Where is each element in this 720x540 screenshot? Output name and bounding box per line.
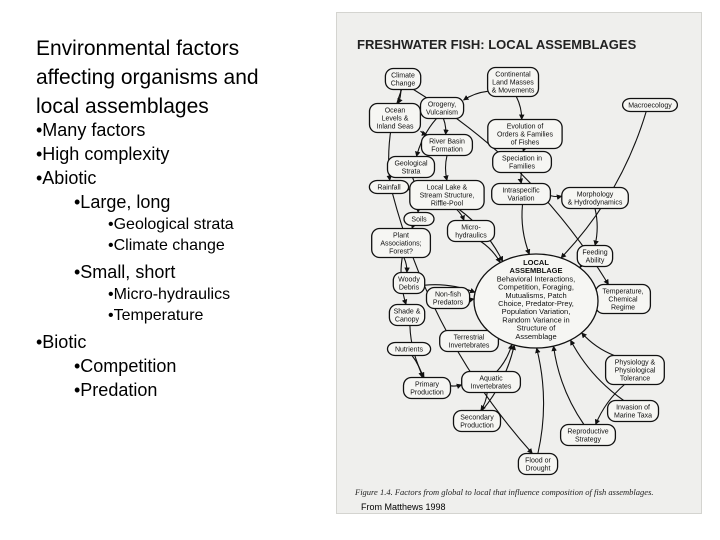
- node-plant: [372, 229, 431, 258]
- node-label-line: Orogeny,: [427, 101, 457, 109]
- central-label-line: Assemblage: [515, 331, 557, 341]
- bullet-item: •Many factors: [36, 120, 146, 140]
- bullet-list: [36, 118, 336, 402]
- node-label-line: Primary: [414, 381, 440, 389]
- node-secondary: [454, 411, 501, 432]
- node-label-line: hydraulics: [455, 232, 487, 240]
- node-label-line: Rainfall: [377, 184, 401, 192]
- edge-arrow: [561, 112, 646, 259]
- node-physio: [606, 356, 665, 385]
- node-feeding: [577, 246, 612, 267]
- node-label-line: Shade &: [393, 308, 421, 316]
- node-shade: [389, 305, 424, 326]
- node-woody: [393, 273, 424, 294]
- node-label-line: Canopy: [394, 316, 420, 324]
- node-label-line: & Movements: [491, 87, 535, 95]
- node-micro: [448, 221, 495, 242]
- central-label-line: Population Variation,: [501, 307, 571, 317]
- node-label-line: Physiology &: [614, 359, 656, 367]
- node-label-line: Temperature,: [602, 288, 644, 296]
- node-label-line: Reproductive: [567, 428, 609, 436]
- node-label-line: Aquatic: [479, 375, 503, 383]
- node-lake: [410, 181, 484, 210]
- node-label-line: Levels &: [381, 115, 409, 123]
- node-label-line: Macroecology: [628, 102, 672, 110]
- node-label-line: of Fishes: [510, 139, 540, 147]
- central-label-line: Competition, Foraging,: [498, 282, 574, 292]
- bullet-item: •Small, short: [74, 262, 176, 282]
- node-orogeny: [421, 98, 464, 119]
- node-label-line: Inland Seas: [376, 123, 414, 131]
- central-label-line: Structure of: [516, 323, 556, 333]
- slide-title-line: local assemblages: [36, 95, 209, 118]
- node-label-line: Continental: [495, 71, 531, 79]
- node-label-line: Families: [508, 163, 536, 171]
- node-aquatic: [462, 372, 521, 393]
- bullet-item: •Temperature: [108, 307, 204, 324]
- bullet-item: •Geological strata: [108, 216, 234, 233]
- node-label-line: Invertebrates: [470, 383, 512, 391]
- node-label-line: Chemical: [608, 296, 638, 304]
- bullet-item: •Large, long: [74, 192, 171, 212]
- node-local-assemblage: [474, 254, 598, 348]
- node-label-line: Local Lake &: [426, 184, 468, 192]
- node-label-line: Secondary: [460, 414, 494, 422]
- bullet-item: •Predation: [74, 380, 158, 400]
- node-label-line: Invasion of: [616, 404, 650, 412]
- central-label-line: Mutualisms, Patch: [505, 290, 567, 300]
- node-label-line: Ability: [585, 257, 605, 265]
- bullet-item: •Competition: [74, 356, 177, 376]
- central-label-line: Random Variance in: [502, 315, 570, 325]
- bullet-item: •Abiotic: [36, 168, 97, 188]
- bullet-item: •Biotic: [36, 332, 87, 352]
- node-label-line: Formation: [431, 146, 463, 154]
- node-nonfish: [427, 288, 470, 309]
- node-label-line: Nutrients: [394, 346, 424, 354]
- node-label-line: River Basin: [429, 138, 465, 146]
- node-flood: [518, 454, 557, 475]
- slide-title-line: affecting organisms and: [36, 66, 259, 89]
- node-label-line: Regime: [610, 304, 636, 312]
- figure-title: FRESHWATER FISH: LOCAL ASSEMBLAGES: [357, 37, 637, 52]
- slide-title-line: Environmental factors: [36, 37, 240, 60]
- edge-arrow: [521, 173, 522, 184]
- node-label-line: Associations;: [380, 240, 422, 248]
- bullet-item: •Climate change: [108, 237, 225, 254]
- node-label-line: Production: [460, 422, 494, 430]
- node-label-line: Tolerance: [619, 375, 651, 383]
- node-invasion: [608, 401, 659, 422]
- central-label-line: Choice, Predator-Prey,: [498, 299, 574, 308]
- node-soils: [404, 213, 434, 226]
- edge-arrow: [550, 196, 562, 197]
- node-repro: [561, 425, 616, 446]
- node-label-line: Ocean: [384, 107, 406, 115]
- node-label-line: Forest?: [389, 248, 413, 256]
- node-terr: [440, 331, 499, 352]
- bullet-item: •High complexity: [36, 144, 170, 164]
- slide-title: [36, 34, 326, 121]
- node-intra: [492, 184, 551, 205]
- node-label-line: Speciation in: [501, 155, 543, 163]
- edge-arrow: [446, 156, 448, 181]
- node-label-line: Change: [390, 80, 416, 88]
- node-label-line: Orders & Families: [496, 131, 554, 139]
- node-label-line: Evolution of: [506, 123, 544, 131]
- edge-arrow: [443, 119, 445, 135]
- node-label-line: Plant: [393, 232, 409, 240]
- node-label-line: Morphology: [576, 191, 614, 199]
- node-label-line: & Hydrodynamics: [567, 199, 623, 207]
- node-label-line: Micro-: [461, 224, 481, 232]
- node-label-line: Woody: [398, 276, 420, 284]
- node-label-line: Strata: [401, 168, 421, 176]
- node-primary: [404, 378, 451, 399]
- node-label-line: Stream Structure,: [419, 192, 475, 200]
- node-label-line: Climate: [391, 72, 415, 80]
- node-label-line: Variation: [507, 195, 535, 203]
- node-label-line: Feeding: [582, 249, 608, 257]
- edge-arrow: [457, 210, 464, 221]
- node-label-line: Debris: [398, 284, 420, 292]
- edge-arrow: [497, 344, 512, 371]
- node-label-line: Vulcanism: [425, 109, 459, 117]
- node-speciation: [493, 152, 552, 173]
- edge-arrow: [522, 205, 529, 255]
- edge-arrow: [537, 348, 544, 454]
- node-label-line: Geological: [394, 160, 428, 168]
- node-climate: [385, 69, 420, 90]
- node-label-line: Drought: [525, 465, 551, 473]
- node-label-line: Physiological: [614, 367, 656, 375]
- central-label-line: Behavioral Interactions,: [496, 274, 576, 284]
- node-label-line: Intraspecific: [502, 187, 540, 195]
- node-macro: [623, 99, 678, 112]
- edge-arrow: [516, 97, 521, 120]
- central-label-line: LOCAL: [523, 258, 549, 267]
- node-label-line: Terrestrial: [453, 334, 485, 342]
- edge-arrow: [464, 91, 488, 100]
- edge-arrow: [412, 356, 422, 378]
- node-label-line: Strategy: [574, 436, 602, 444]
- node-ocean: [370, 104, 421, 133]
- node-label-line: Land Masses: [492, 79, 534, 87]
- edge-arrow: [582, 333, 615, 356]
- node-layer: [369, 68, 677, 475]
- source-note: From Matthews 1998: [361, 502, 446, 512]
- node-label-line: Riffle-Pool: [430, 200, 464, 208]
- node-river: [422, 135, 473, 156]
- assemblage-diagram: [337, 13, 701, 513]
- figure-panel: [336, 12, 702, 514]
- node-label-line: Soils: [411, 216, 427, 224]
- edge-arrow: [451, 385, 462, 386]
- edge-arrow: [404, 258, 407, 273]
- node-label-line: Flood or: [525, 457, 551, 465]
- node-geo: [388, 157, 435, 178]
- central-label-line: ASSEMBLAGE: [509, 266, 563, 276]
- node-morph: [562, 188, 629, 209]
- edge-arrow: [554, 346, 584, 424]
- node-label-line: Predators: [432, 299, 464, 307]
- figure-caption: Figure 1.4. Factors from global to local that influence composition of fish assemblages.: [355, 487, 654, 497]
- node-nutrients: [388, 343, 431, 356]
- node-label-line: Non-fish: [434, 291, 462, 299]
- node-rainfall: [369, 181, 408, 194]
- node-continental: [488, 68, 539, 97]
- node-label-line: Marine Taxa: [613, 412, 653, 420]
- node-evolution: [488, 120, 562, 149]
- node-label-line: Invertebrates: [448, 342, 490, 350]
- node-label-line: Production: [410, 389, 444, 397]
- bullet-item: •Micro-hydraulics: [108, 286, 231, 303]
- node-temp: [596, 285, 651, 314]
